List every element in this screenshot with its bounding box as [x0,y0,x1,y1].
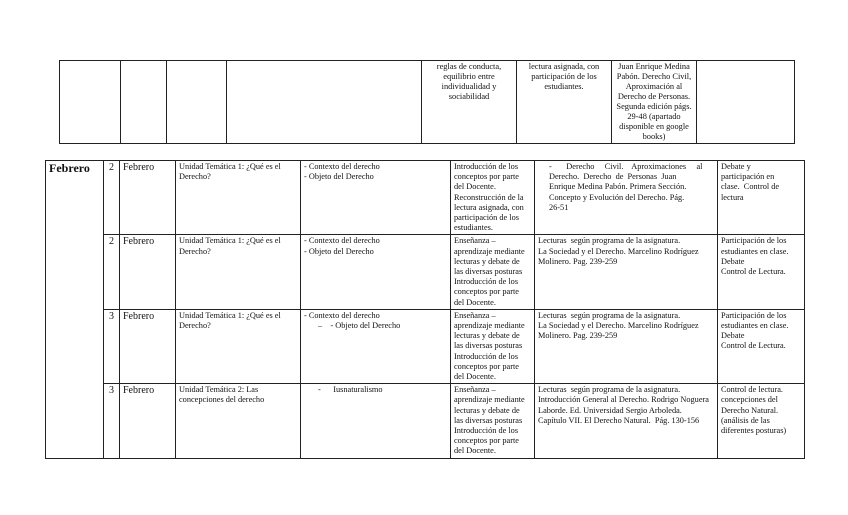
top-metodologia-cell [422,61,517,144]
text-line: Unidad Temática 1: ¿Qué es el [179,236,281,246]
text-line: La Sociedad y el Derecho. Marcelino Rodríguez [538,246,699,256]
text-line: Introducción de los [454,277,519,287]
text-line: Derecho. Derecho de Personas Juan [549,172,677,182]
text-line: Derecho de Personas. [617,92,691,101]
text-line: 29-48 (apartado [627,112,681,121]
text-line: - Iusnaturalismo [318,385,383,395]
text-line: Enseñanza – [454,236,496,246]
month-cell: Febrero [120,384,176,458]
text-line: estudiantes. [544,82,584,91]
text-line: Iusnaturalismo [333,385,383,395]
text-line: del Docente. [454,182,496,192]
schedule-row [46,235,805,309]
evaluacion-cell [718,161,805,235]
evaluacion-cell [718,235,805,309]
text-line: Debate y [721,162,751,171]
text-line: - Contexto del derecho [304,162,380,171]
unidad-cell [176,161,301,235]
text-line: aprendizaje mediante [454,321,525,331]
top-continuation-table [59,60,795,144]
text-line: Enseñanza – [454,385,496,395]
text-line: Enseñanza – [454,310,496,320]
metodologia-cell [451,161,535,235]
week-number: 2 [104,235,120,309]
text-line: Introducción General al Derecho. Rodrigo Noguera [538,395,709,405]
text-line: del Docente. [454,372,496,382]
empty-cell [167,61,227,144]
contenido-cell [301,161,451,235]
text-line: concepciones del derecho [179,395,265,405]
text-line: Lecturas según programa de la asignatura. [538,310,681,320]
week-number: 2 [104,161,120,235]
text-line: Derecho? [179,246,211,256]
text-line: Control de Lectura. [721,267,786,277]
month-label: Febrero [46,161,104,459]
text-line: conceptos por parte [454,172,519,182]
text-line: Derecho? [179,321,211,331]
bibliografia-cell [535,309,718,383]
unidad-cell [176,235,301,309]
contenido-cell [301,235,451,309]
text-line: conceptos por parte [454,287,519,297]
text-line: Aproximación al [625,82,683,91]
text-line: Unidad Temática 2: Las [179,385,259,395]
text-line: Participación de los [721,310,787,320]
text-line: Juan Enrique Medina [618,62,690,71]
schedule-row [46,384,805,458]
text-line: Control de lectura. [721,385,783,395]
bibliografia-cell [535,235,718,309]
metodologia-cell [451,384,535,458]
text-line: Lecturas según programa de la asignatura. [538,385,681,395]
text-line: del Docente. [454,297,496,307]
text-line: aprendizaje mediante [454,395,525,405]
text-line: Concepto y Evolución del Derecho. Pág. [549,192,685,202]
text-line: books) [642,132,666,141]
unidad-cell [176,309,301,383]
text-line: conceptos por parte [454,436,519,446]
text-line: 26-51 [549,202,569,212]
text-line: participación de los [531,72,597,81]
text-line: clase. Control de [721,182,780,192]
text-line: disponible en google [619,122,689,131]
text-line: estudiantes en clase. [721,246,789,256]
text-line: las diversas posturas [454,415,523,425]
text-line: Introducción de los [454,351,519,361]
text-line: Debate [721,331,745,341]
text-line: - Objeto del Derecho [330,321,401,331]
text-line: las diversas posturas [454,341,523,351]
metodologia-cell [451,309,535,383]
empty-cell [697,61,795,144]
text-line: Participación de los [721,236,787,246]
month-cell: Febrero [120,309,176,383]
schedule-table [45,160,805,459]
text-line: participación de los [454,213,519,223]
text-line: Lecturas según programa de la asignatura. [538,236,681,246]
top-table-row [60,61,795,144]
bibliografia-cell [535,161,718,235]
text-line: participación en [721,172,775,182]
contenido-cell [301,309,451,383]
text-line: Control de Lectura. [721,341,786,351]
unidad-cell [176,384,301,458]
top-bibliografia-cell [612,61,697,144]
text-line: - Objeto del Derecho [304,172,374,182]
text-line: Enrique Medina Pabón. Primera Sección. [549,182,687,192]
text-line: reglas de conducta, [436,62,502,71]
evaluacion-cell [718,309,805,383]
text-line: Segunda edición págs. [616,102,692,111]
week-number: 3 [104,309,120,383]
text-line: del Docente. [454,446,496,456]
text-line: Introducción de los [454,426,519,436]
text-line: Capítulo VII. El Derecho Natural. Pág. 130-156 [538,415,700,425]
text-line: - Contexto del derecho [304,236,380,246]
text-line: Unidad Temática 1: ¿Qué es el [179,162,281,171]
text-line: Reconstrucción de la [454,192,524,202]
text-line: - Derecho Civil. Aproximaciones al [549,162,703,171]
contenido-cell [301,384,451,458]
evaluacion-cell [718,384,805,458]
text-line: Laborde. Ed. Universidad Sergio Arboleda. [538,405,682,415]
text-line: estudiantes. [454,223,493,233]
text-line: estudiantes en clase. [721,321,789,331]
text-line: individualidad y [441,82,497,91]
text-line: Introducción de los [454,162,519,171]
text-line: lectura asignada, con [454,202,524,212]
text-line: conceptos por parte [454,361,519,371]
text-line: lecturas y debate de [454,331,520,341]
text-line: Derecho Natural. [721,405,779,415]
text-line: – - Objeto del Derecho [318,321,401,331]
text-line: lectura asignada, con [528,62,600,71]
schedule-row [46,309,805,383]
text-line: concepciones del [721,395,778,405]
text-line: Unidad Temática 1: ¿Qué es el [179,310,281,320]
text-line: lecturas y debate de [454,405,520,415]
text-line: lecturas y debate de [454,256,520,266]
month-cell: Febrero [120,161,176,235]
text-line: Derecho? [179,172,211,182]
text-line: diferentes posturas) [721,426,787,436]
text-line: (análisis de las [721,415,770,425]
text-line: las diversas posturas [454,267,523,277]
month-cell: Febrero [120,235,176,309]
text-line: - Contexto del derecho [304,310,380,320]
text-line: Pabón. Derecho Civil, [616,72,692,81]
text-line: equilibrio entre [443,72,495,81]
text-line: lectura [721,192,744,202]
text-line: Molinero. Pag. 239-259 [538,331,618,341]
text-line: aprendizaje mediante [454,246,525,256]
text-line: La Sociedad y el Derecho. Marcelino Rodríguez [538,321,699,331]
text-line: - Objeto del Derecho [304,246,374,256]
empty-cell [60,61,121,144]
week-number: 3 [104,384,120,458]
text-line: Debate [721,256,745,266]
metodologia-cell [451,235,535,309]
top-lectura-cell [517,61,612,144]
schedule-row [46,161,805,235]
empty-cell [227,61,422,144]
empty-cell [121,61,167,144]
text-line: sociabilidad [448,92,490,101]
text-line: Molinero. Pag. 239-259 [538,256,618,266]
bibliografia-cell [535,384,718,458]
